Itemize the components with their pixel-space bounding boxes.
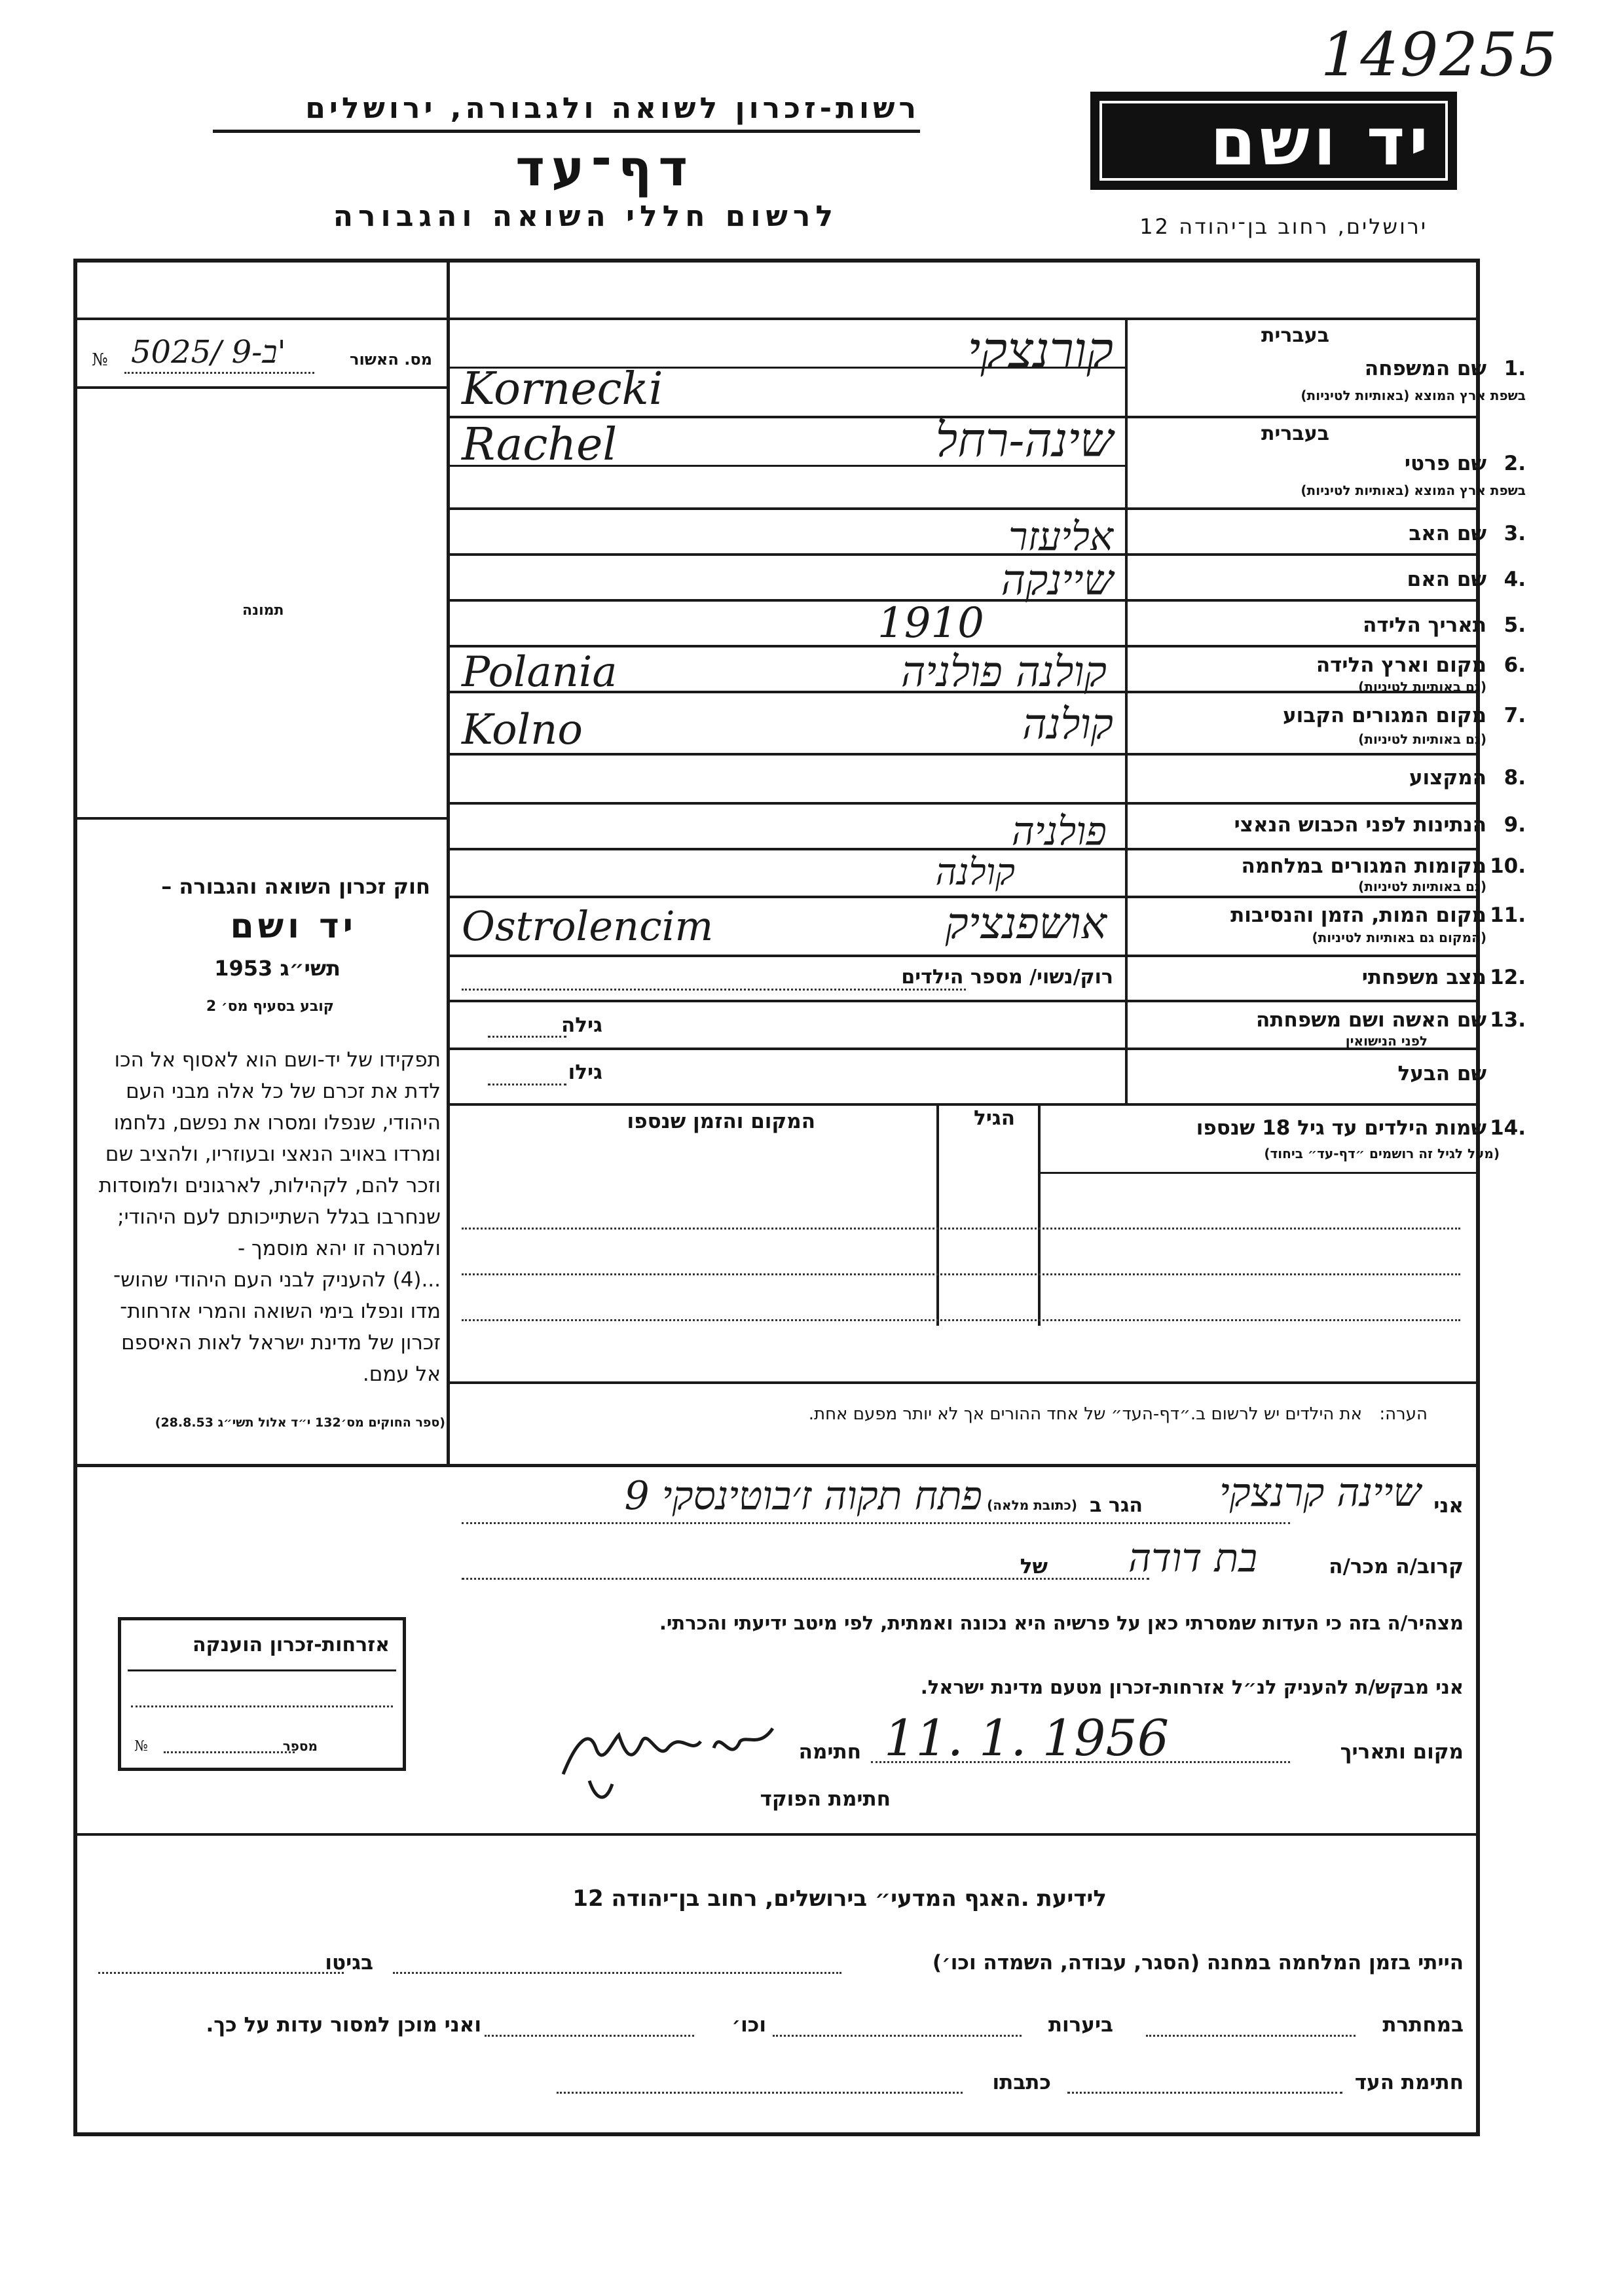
hebrew-marker: בעברית (1261, 324, 1329, 347)
children-col-divider (936, 1103, 939, 1326)
field-3-number: 3. (1504, 522, 1526, 545)
law-line: ...(4) להעניק לבני העם היהודי שהוש־ (113, 1268, 441, 1292)
relative-label: קרוב/ה מכר/ה (1329, 1555, 1464, 1578)
form-title: דף־עד (515, 139, 694, 197)
field-11-number: 11. (1490, 903, 1526, 927)
authority-underline (213, 130, 920, 133)
field-11-sub: (המקום גם באותיות לטיניות) (1312, 930, 1486, 945)
info-etc-blank (485, 2035, 694, 2037)
field-4-label: שם האם (1407, 568, 1486, 591)
date-value: 11. 1. 1956 (884, 1709, 1170, 1767)
declaration-i-label: אני (1433, 1494, 1464, 1518)
info-ghetto-label: בגיטו (325, 1951, 373, 1975)
declaration-bottom-line (73, 1833, 1480, 1836)
law-line: מדו ונפלו בימי השואה והמרי אזרחות־ (120, 1300, 441, 1323)
citizenship-box (118, 1617, 406, 1771)
law-title: חוק זכרון השואה והגבורה – (161, 874, 430, 899)
approval-bottom-line (73, 386, 450, 389)
field-6-label: מקום וארץ הלידה (1316, 653, 1486, 677)
field-11-value-latin: Ostrolencim (462, 902, 714, 950)
info-address-blank (557, 2092, 963, 2094)
children-age-header: הגיל (973, 1106, 1015, 1130)
approval-number-field (92, 334, 432, 380)
field-13-number: 13. (1490, 1008, 1526, 1032)
wife-age-label: גילה (561, 1013, 602, 1037)
field-8-label: המקצוע (1409, 766, 1486, 790)
children-col-divider (1038, 1103, 1041, 1326)
field-6-number: 6. (1504, 653, 1526, 677)
law-line: אל עמם. (362, 1362, 441, 1386)
row-line (447, 1000, 1480, 1002)
citizenship-number-blank (164, 1751, 295, 1753)
field-2-value-latin: Rachel (462, 419, 618, 471)
field-12-blank (462, 989, 966, 991)
note-text: את הילדים יש לרשום ב.״דף-העד״ של אחד ההורים אך לא יותר מפעם אחת. (808, 1404, 1362, 1424)
field-1-value-latin: Kornecki (462, 363, 663, 415)
field-2-number: 2. (1504, 452, 1526, 475)
husband-age-label: גילו (568, 1061, 602, 1084)
children-row (462, 1228, 1460, 1230)
field-8-number: 8. (1504, 766, 1526, 790)
field-10-label: מקומות המגורים במלחמה (1241, 854, 1486, 878)
info-etc-label: וכו׳ (731, 2013, 766, 2037)
field-9-label: הנתינות לפני הכבוש הנאצי (1234, 813, 1486, 837)
law-line: וזכר להם, לקהילות, לארגונים ולמוסדות (98, 1174, 441, 1197)
field-7-sub: (גם באותיות לטיניות) (1358, 731, 1486, 747)
field-3-value: אליעזר (1008, 514, 1113, 560)
field-2-label: שם פרטי (1404, 452, 1486, 475)
law-citation: (ספר החוקים מס׳132 י״ד אלול תשי״ג 28.8.53) (155, 1415, 445, 1430)
field-1-value-hebrew: קורנצקי (967, 321, 1113, 379)
law-line: תפקידו של יד-ושם הוא לאסוף אל הכו (114, 1048, 441, 1072)
address-blank (462, 1522, 1290, 1524)
field-7-value-latin: Kolno (462, 706, 583, 754)
field-1-number: 1. (1504, 357, 1526, 380)
field-9-number: 9. (1504, 813, 1526, 837)
field-14-label: שמות הילדים עד גיל 18 שנספו (1196, 1116, 1486, 1140)
approval-underline (124, 372, 314, 374)
archive-number: 149255 (1320, 20, 1559, 90)
field-7-label: מקום המגורים הקבוע (1283, 704, 1486, 727)
info-ghetto-blank (98, 1972, 344, 1974)
field-13-sub: לפני הנישואין (1345, 1033, 1428, 1049)
info-testimony-label: ואני מוכן למסור עדות על כך. (206, 2013, 481, 2037)
relation-blank (462, 1578, 1149, 1580)
row-line (447, 753, 1480, 756)
info-underground-label: במחתרת (1382, 2013, 1464, 2037)
info-underground-blank (1146, 2035, 1356, 2037)
info-witness-signature-label: חתימת העד (1354, 2071, 1464, 2094)
approval-value: 5025/ 9-ב' (131, 334, 286, 371)
info-heading: לידיעת .האגף המדעי״ בירושלים, רחוב בן־יהודה 12 (572, 1886, 1107, 1912)
law-line: ולמטרה זו יהא מוסמך - (238, 1237, 441, 1260)
citizenship-sign: № (134, 1738, 148, 1755)
relation-value: בת דודה (1128, 1535, 1257, 1581)
field-11-value-hebrew: אושפנציק (945, 898, 1107, 949)
row-line (447, 507, 1480, 510)
field-10-sub: (גם באותיות לטיניות) (1358, 879, 1486, 894)
field-7-number: 7. (1504, 704, 1526, 727)
authority-name: רשות-זכרון לשואה ולגבורה, ירושלים (305, 92, 920, 125)
law-line: שנחרבו בגלל השתייכותם לעם היהודי; (117, 1205, 441, 1229)
citizenship-title: אזרחות-זכרון הוענקה (192, 1633, 390, 1656)
law-line: היהודי, שנפלו ומסרו את נפשם, נלחמו (113, 1111, 441, 1135)
children-row (462, 1319, 1460, 1321)
law-line: ומרדו באויב הנאצי ובעוזריו, ולהציב שם (105, 1142, 441, 1166)
law-line: זכרון של מדינת ישראל לאות האיספם (121, 1331, 441, 1355)
field-3-label: שם האב (1409, 522, 1486, 545)
declaration-request: אני מבקש/ת להעניק לנ״ל אזרחות-זכרון מטעם מדינת ישראל. (920, 1676, 1464, 1698)
approval-label: מס. האשור (350, 350, 432, 369)
top-strip-line (73, 318, 1480, 320)
field-12-label: מצב משפחתי (1361, 966, 1486, 989)
row-line (447, 1048, 1480, 1050)
row-line (447, 848, 1480, 850)
field-4-value: שיינקה (1001, 556, 1113, 605)
citizenship-blank (131, 1705, 393, 1707)
declarant-name: שיינה קרנצקי (1219, 1470, 1421, 1516)
law-line: לדת את זכרם של כל אלה מבני העם (126, 1080, 441, 1103)
photo-label: תמונה (242, 602, 284, 619)
address-hint: (כתובת מלאה) (987, 1497, 1077, 1513)
photo-box-bottom (73, 817, 450, 820)
field-1-label: שם המשפחה (1364, 357, 1486, 380)
husband-label: שם הבעל (1397, 1062, 1486, 1085)
field-10-number: 10. (1490, 854, 1526, 878)
wife-age-blank (488, 1036, 566, 1038)
row-line (447, 1103, 1480, 1106)
form-subtitle: לרשום חללי השואה והגבורה (333, 200, 838, 233)
field-6-value-hebrew: קולנה פולניה (900, 648, 1107, 697)
field-1-sub: בשפת ארץ המוצא (באותיות לטיניות) (1301, 388, 1526, 403)
field-6-value-latin: Polania (462, 648, 618, 697)
children-place-header: המקום והזמן שנספו (627, 1110, 815, 1133)
official-signature-label: חתימת הפוקד (760, 1787, 891, 1811)
field-12-options: רוק/נשוי/ מספר הילדים (901, 966, 1113, 989)
declarant-address: פתח תקוה ז׳בוטינסקי 9 (624, 1473, 982, 1519)
label-column-divider (1125, 318, 1128, 1104)
field-12-number: 12. (1490, 966, 1526, 989)
note-top-line (447, 1381, 1480, 1384)
law-note: קובע בסעיף מס׳ 2 (206, 998, 334, 1015)
field-2-sub: בשפת ארץ המוצא (באותיות לטיניות) (1301, 483, 1526, 498)
declaration-statement: מצהיר/ה בזה כי העדות שמסרתי כאן על פרשיה היא נכונה ואמתית, לפי מיטב ידיעתי והכרתי. (659, 1612, 1464, 1634)
date-blank (871, 1761, 1290, 1763)
field-13-label: שם האשה ושם משפחתה (1256, 1008, 1486, 1032)
field-7-value-hebrew: קולנה (1022, 701, 1113, 749)
husband-age-blank (488, 1084, 566, 1085)
row-line (447, 955, 1480, 957)
field-14-sub: (מעל לגיל זה רושמים ״דף-עד״ ביחוד) (1264, 1146, 1500, 1161)
field-5-label: תאריך הלידה (1363, 613, 1486, 637)
address: ירושלים, רחוב בן־יהודה 12 (1139, 214, 1428, 239)
citizenship-number-label: מספר (282, 1738, 318, 1754)
logo-text: יד ושם (1210, 103, 1432, 180)
law-text (74, 1044, 441, 1390)
info-address-label: כתבתו (992, 2071, 1051, 2094)
law-year: תשי״ג 1953 (214, 956, 341, 981)
info-forest-blank (773, 2035, 1022, 2037)
row-line (447, 802, 1480, 805)
field-6-sub: (גם באותיות לטיניות) (1358, 679, 1486, 695)
info-camp-label: הייתי בזמן המלחמה במחנה (הסגר, עבודה, השמדה וכו׳) (932, 1951, 1464, 1975)
info-witness-blank (1067, 2092, 1342, 2094)
field-10-value: קולנה (935, 851, 1015, 894)
place-date-label: מקום ותאריך (1340, 1740, 1464, 1764)
field-4-number: 4. (1504, 568, 1526, 591)
note-label: הערה: (1379, 1404, 1428, 1424)
yad-vashem-logo (1090, 92, 1457, 190)
field-11-label: מקום המות, הזמן והנסיבות (1230, 903, 1486, 927)
field-14-number: 14. (1490, 1116, 1526, 1140)
info-forest-label: ביערות (1048, 2013, 1113, 2037)
row-line (447, 553, 1480, 556)
info-camp-blank (393, 1972, 841, 1974)
left-column-divider (447, 259, 450, 1467)
field-5-number: 5. (1504, 613, 1526, 637)
of-label: של (1020, 1555, 1048, 1578)
field-5-value: 1910 (877, 599, 984, 647)
law-name: יד ושם (230, 907, 357, 946)
approval-sign: № (92, 350, 108, 370)
resident-label: הגר ב (1090, 1494, 1143, 1517)
note-bottom-line (73, 1464, 1480, 1467)
children-row (462, 1273, 1460, 1275)
signature-label: חתימה (798, 1740, 861, 1764)
hebrew-marker: בעברית (1261, 422, 1329, 445)
field-9-value: פולניה (1011, 809, 1107, 854)
children-header-line (1038, 1172, 1480, 1174)
field-2-value-hebrew: שינה-רחל (935, 412, 1113, 467)
